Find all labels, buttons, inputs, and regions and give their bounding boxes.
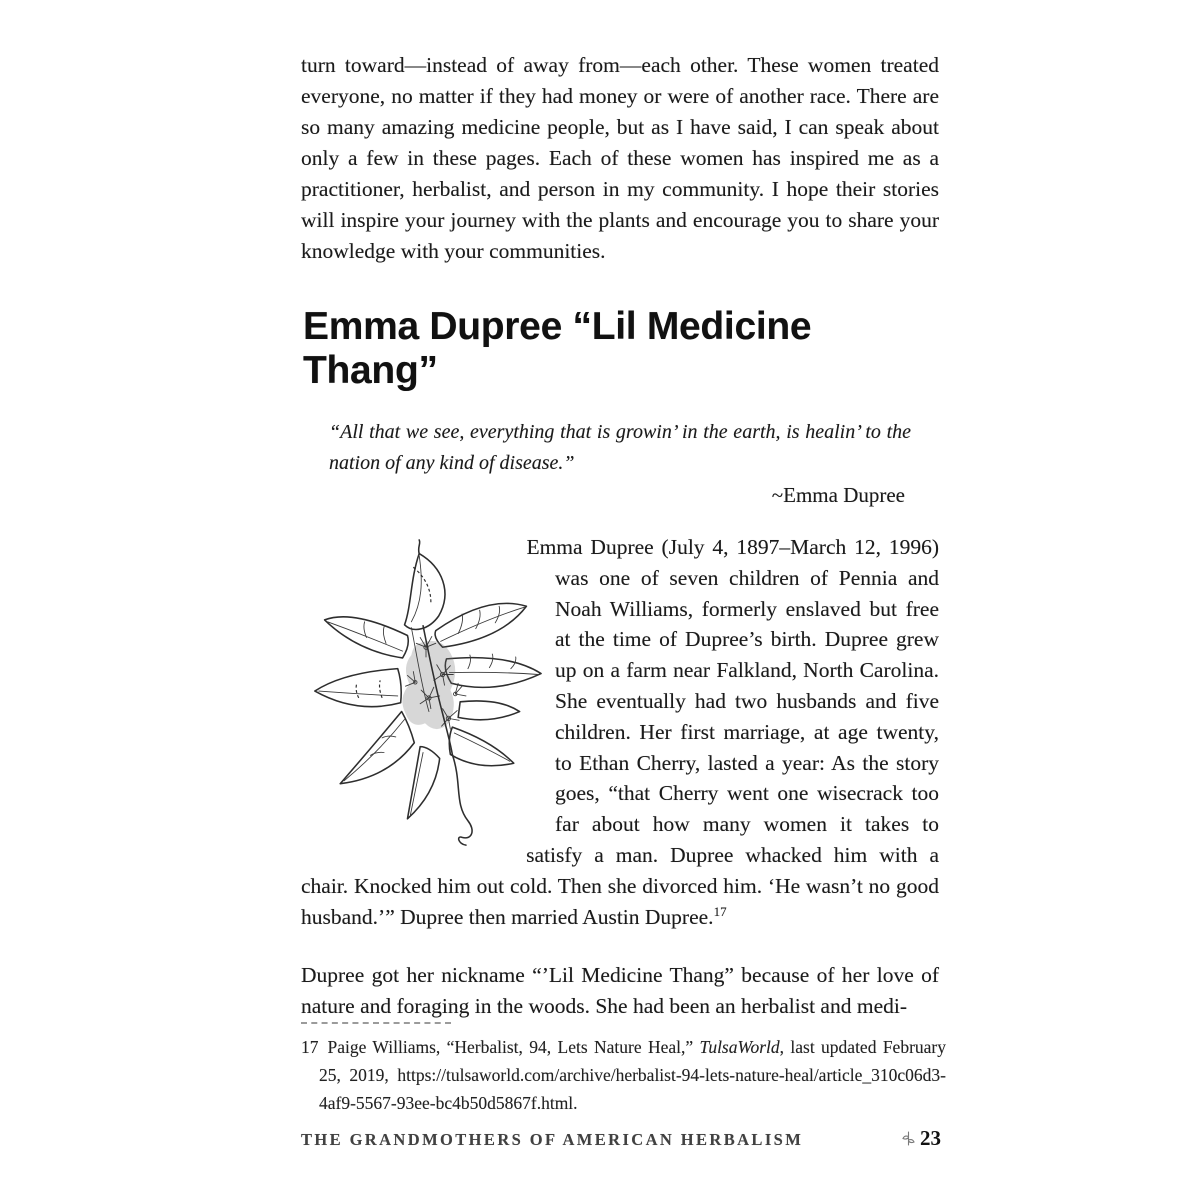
footnote-divider [301, 1022, 451, 1024]
page-number: 23 [920, 1126, 941, 1150]
body-section [301, 532, 939, 1022]
running-book-title: THE GRANDMOTHERS OF AMERICAN HERBALISM [301, 1130, 804, 1149]
page-content [301, 50, 939, 1022]
page-number-block [902, 1126, 941, 1151]
footnote-marker: 17 [713, 903, 727, 919]
body-paragraph-2: Dupree got her nickname “’Lil Medicine Thang” because of her love of nature and foraging in the woods. She had been an herbalist and medi- [301, 963, 939, 1019]
footnote-section [301, 1022, 946, 1117]
chapter-heading: Emma Dupree “Lil Medicine Thang” [303, 305, 812, 392]
body-paragraph-1-text: Emma Dupree (July 4, 1897–March 12, 1996) was one of seven children of Pennia and Noah Williams, formerly enslaved but free at the time of Dupree’s birth. Dupree grew up on a farm near Falkland, North Carolina. She eventually had two husbands and five children. Her first marriage, at age twenty, to Ethan Cherry, lasted a year: As the story goes, “that Cherry went one wisecrack too far about how many women it takes to satisfy a man. Dupree whacked him with a chair. Knocked him out cold. Then she divorced him. ‘He wasn’t no good husband.’” Dupree then married Austin Dupree. [301, 535, 939, 929]
botanical-drawing-icon [301, 538, 551, 850]
epigraph-attribution: ~Emma Dupree [771, 483, 905, 507]
intro-paragraph: turn toward—instead of away from—each other. These women treated everyone, no matter if they had money or were of another race. There are so many amazing medicine people, but as I have said, I can speak about only a few in these pages. Each of these women has inspired me as a practitioner, herbalist, and person in my community. I hope their stories will inspire your journey with the plants and encourage you to share your knowledge with your communities. [301, 53, 939, 263]
plant-illustration [301, 538, 551, 850]
footnote-citation-start: Paige Williams, “Herbalist, 94, Lets Nature Heal,” [327, 1037, 700, 1057]
epigraph-quote: “All that we see, everything that is growin’ in the earth, is healin’ to the nation of any kind of disease.” [329, 421, 911, 474]
footnote-publication: TulsaWorld [699, 1037, 780, 1057]
footnote-number: 17 [301, 1037, 319, 1057]
page-footer [301, 1126, 941, 1151]
leaf-glyph-icon [902, 1131, 915, 1146]
footnote-citation-end: , last updated February 25, 2019, https://tulsaworld.com/archive/herbalist-94-lets-nature-heal/article_310c06d3-4af9-5567-93ee-bc4b50d5867f.html. [319, 1037, 946, 1113]
footnote-17 [301, 1033, 946, 1117]
